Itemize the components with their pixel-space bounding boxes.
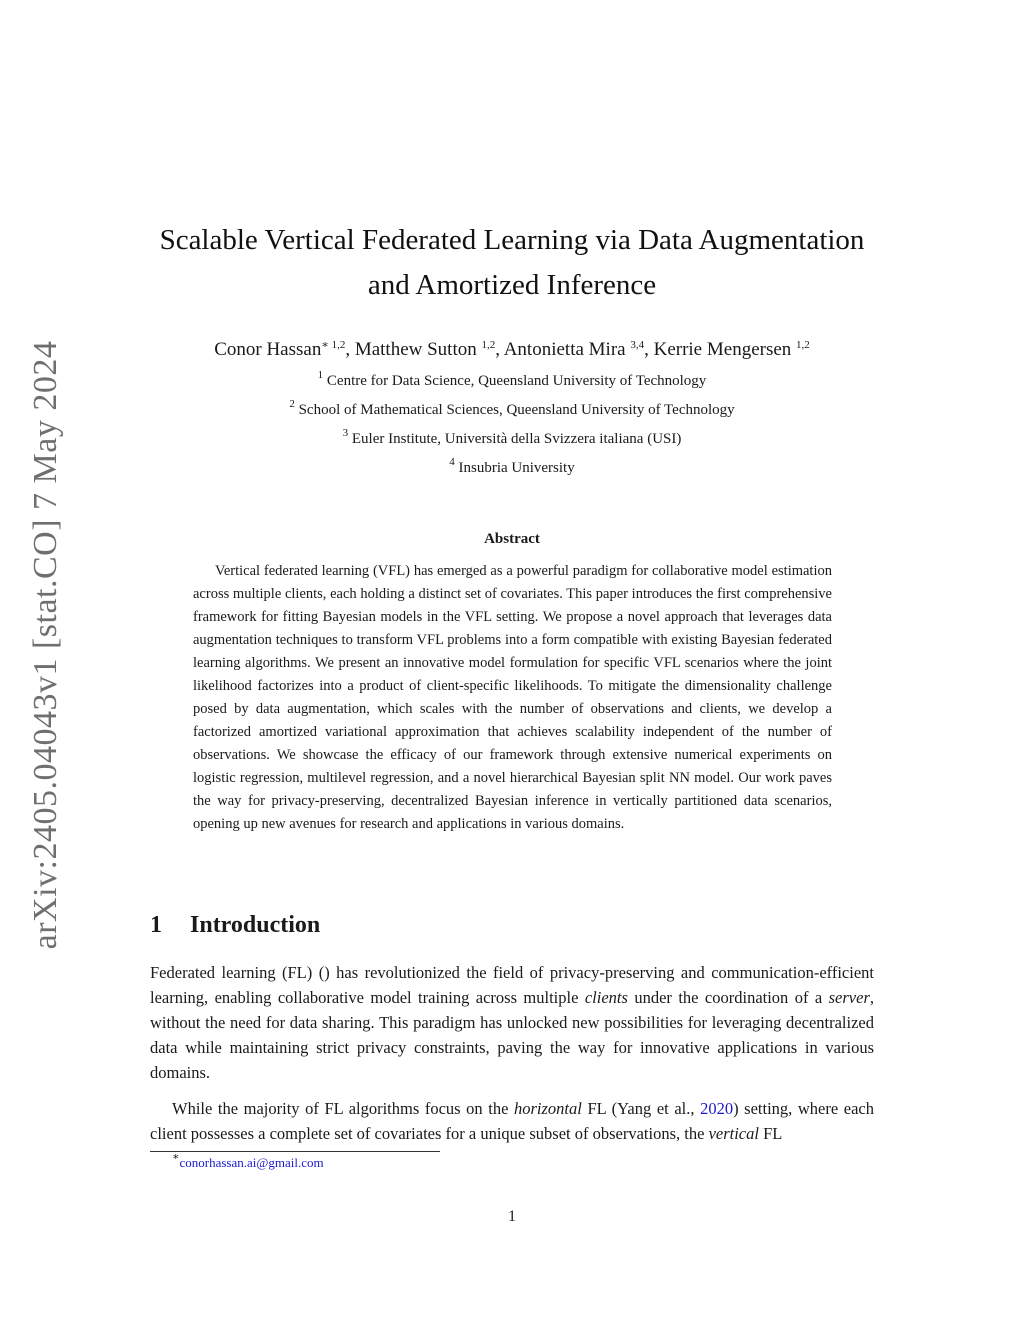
paper-page (150, 0, 874, 1325)
corresponding-author-mark: ∗ (321, 339, 329, 351)
author-email-link[interactable]: conorhassan.ai@gmail.com (179, 1155, 324, 1170)
emphasis-clients: clients (584, 988, 628, 1007)
author-affiliation-mark: 1,2 (331, 339, 346, 351)
title-line-1: Scalable Vertical Federated Learning via Data Augmentation (159, 224, 865, 256)
affiliation-text: Insubria University (458, 460, 575, 476)
emphasis-horizontal: horizontal (514, 1099, 582, 1118)
paragraph-text: FL (Yang et al., (581, 1099, 701, 1118)
paper-title (150, 218, 874, 308)
intro-paragraph-2 (150, 1096, 874, 1146)
footnote-mark: ∗ (172, 1151, 180, 1163)
author-name: Kerrie Mengersen (653, 339, 792, 360)
footnote-divider (150, 1151, 440, 1152)
author-affiliation-mark: 1,2 (481, 339, 496, 351)
section-title: Introduction (190, 912, 321, 938)
author-list: Conor Hassan$^{∗ 1,2}$, Matthew Sutton $^{1,2}$, Antonietta Mira $^{3,4}$, Kerrie Mengersen $^{1,2}$ (214, 339, 810, 360)
affiliation-number: 4 (449, 456, 455, 468)
author-affiliation-mark: 3,4 (630, 339, 645, 351)
affiliation-number: 2 (289, 398, 295, 410)
emphasis-server: server (828, 988, 870, 1007)
paragraph-text: under the coordination of a (627, 988, 829, 1007)
arxiv-identifier-stamp: arXiv:2405.04043v1 [stat.CO] 7 May 2024 (27, 340, 64, 950)
affiliation (150, 426, 874, 455)
emphasis-vertical: vertical (708, 1124, 759, 1143)
affiliation-text: School of Mathematical Sciences, Queensland University of Technology (298, 402, 735, 418)
title-line-2: and Amortized Inference (367, 269, 657, 301)
citation-link[interactable]: 2020 (700, 1099, 734, 1118)
paragraph-text: FL (758, 1124, 783, 1143)
abstract-body: Vertical federated learning (VFL) has emerged as a powerful paradigm for collaborative model estimation across multiple clients, each holding a distinct set of covariates. This paper introduces the first comprehensive framework for fitting Bayesian models in the VFL setting. We propose a novel approach that leverages data augmentation techniques to transform VFL problems into a form compatible with existing Bayesian federated learning algorithms. We present an innovative model formulation for specific VFL scenarios where the joint likelihood factorizes into a product of client-specific likelihoods. To mitigate the dimensionality challenge posed by data augmentation, which scales with the number of observations and clients, we develop a factorized amortized variational approximation that achieves scalability independent of the number of observations. We showcase the efficacy of our framework through extensive numerical experiments on logistic regression, multilevel regression, and a novel hierarchical Bayesian split NN model. Our work paves the way for privacy-preserving, decentralized Bayesian inference in vertically partitioned data scenarios, opening up new avenues for research and applications in various domains. (193, 563, 832, 832)
affiliation-list (150, 368, 874, 484)
paragraph-text: , without the need for data sharing. This paradigm has unlocked new possibilities for leveraging decentralized data while maintaining strict privacy constraints, paving the way for innovative applications in various domains. (150, 988, 874, 1082)
section-number: 1 (150, 912, 162, 938)
affiliation-text: Euler Institute, Università della Svizzera italiana (USI) (351, 431, 682, 447)
page-number: 1 (508, 1208, 516, 1225)
author-name: Antonietta Mira (503, 339, 626, 360)
affiliation-text: Centre for Data Science, Queensland University of Technology (326, 373, 707, 389)
affiliation-number: 3 (342, 427, 349, 439)
footnote (172, 1151, 324, 1172)
paragraph-text: Federated learning (FL) () has revolutionized the field of privacy-preserving and communication-efficient learning, enabling collaborative model training across multiple (150, 963, 874, 1007)
paragraph-text: ) setting, where each client possesses a complete set of covariates for a unique subset of observations, the (150, 1099, 874, 1143)
author-name: Matthew Sutton (354, 339, 477, 360)
affiliation (150, 455, 874, 484)
intro-paragraph-1 (150, 960, 874, 1085)
author-affiliation-mark: 1,2 (796, 339, 810, 351)
affiliation (150, 397, 874, 426)
section-heading (150, 912, 320, 939)
affiliation-number: 1 (317, 369, 324, 381)
abstract-heading: Abstract (484, 531, 540, 547)
affiliation (150, 368, 874, 397)
author-name: Conor Hassan (214, 339, 322, 360)
paragraph-text: While the majority of FL algorithms focus on the (172, 1099, 514, 1118)
